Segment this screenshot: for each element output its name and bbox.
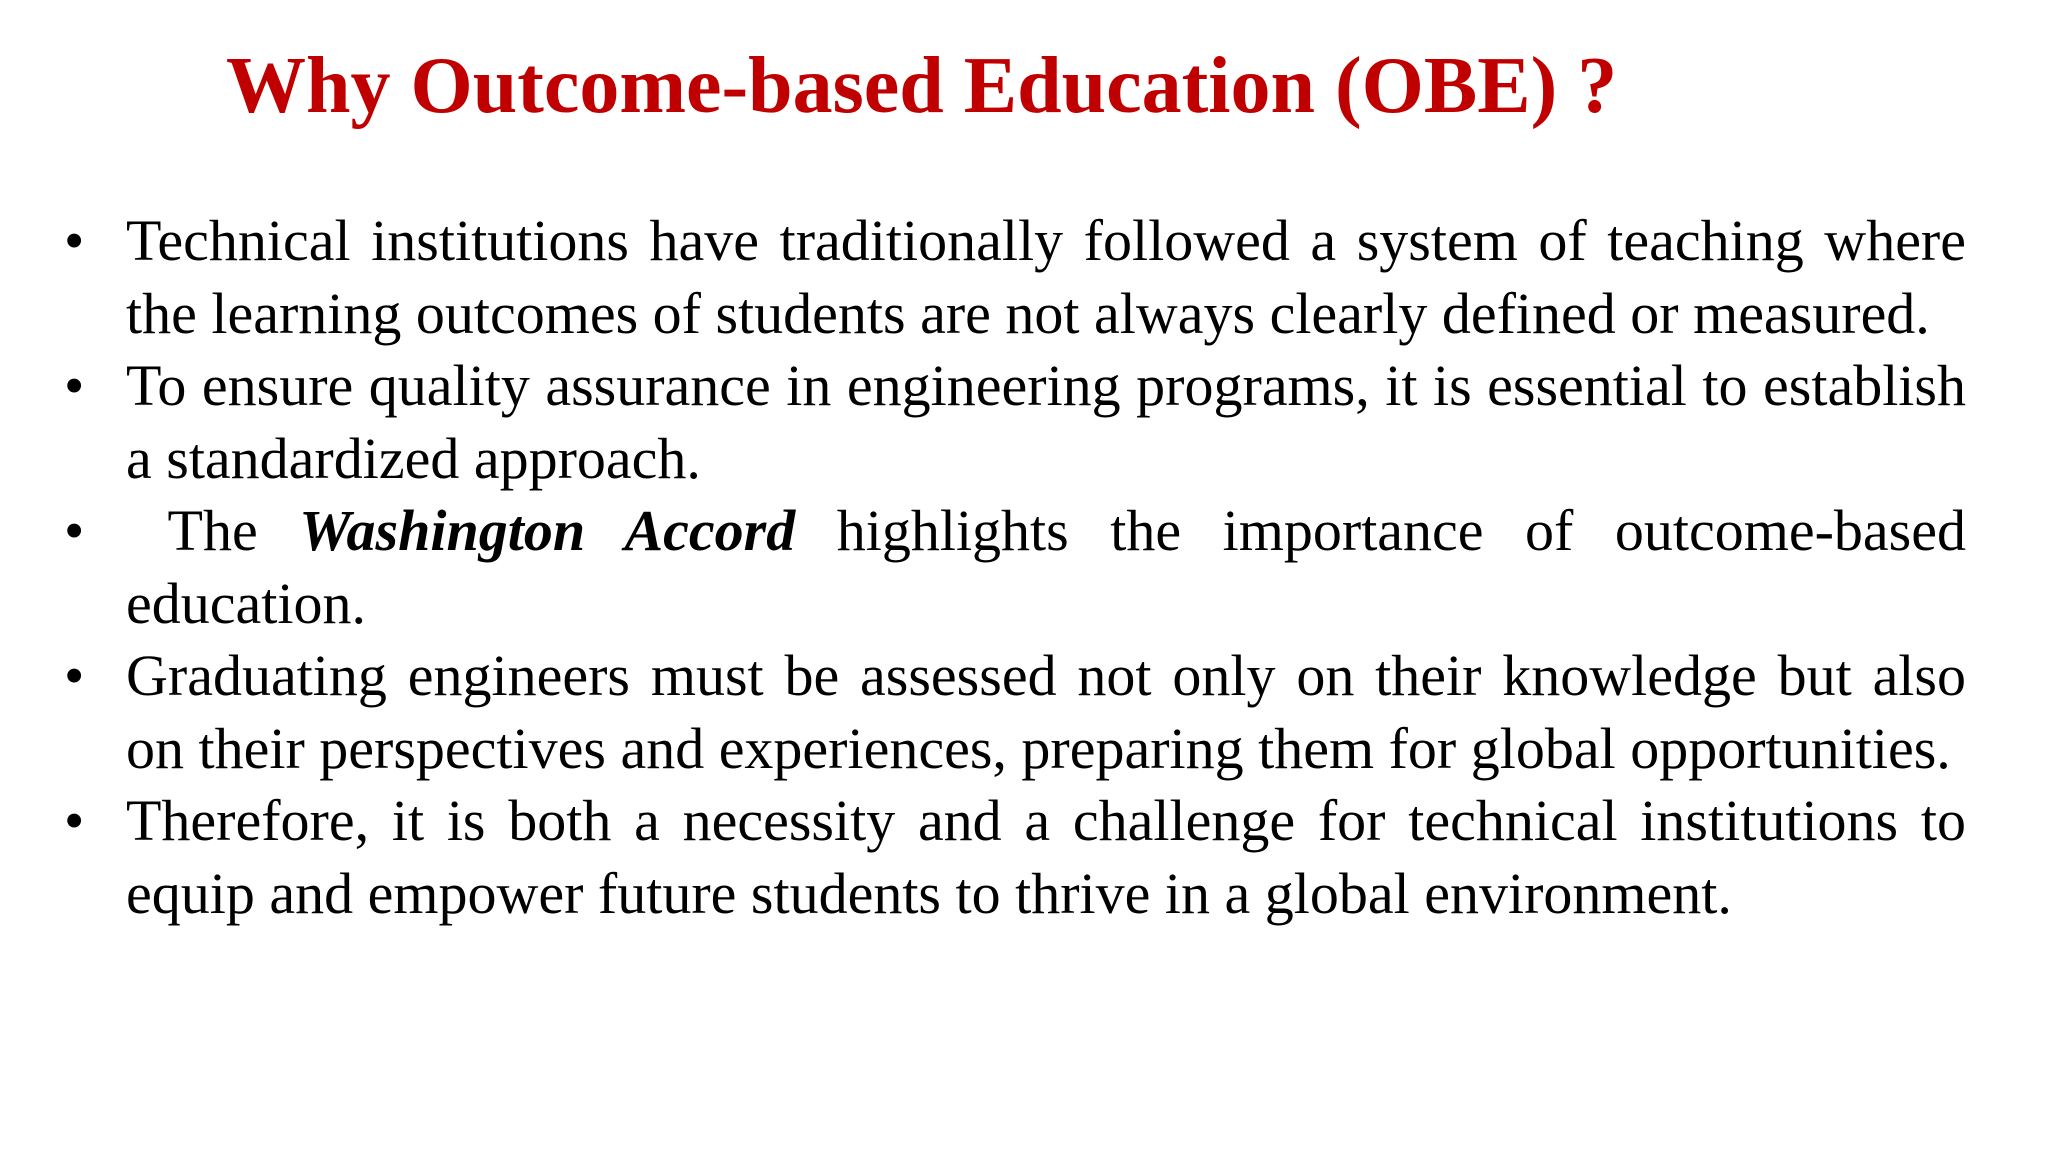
bullet-text: To ensure quality assurance in engineering programs, it is essential to establish a standardized approach. <box>126 353 1966 491</box>
bullet-text-prefix: The <box>126 498 300 563</box>
bullet-item <box>64 205 1966 350</box>
bullet-list <box>64 205 1966 930</box>
bullet-point-icon: • <box>64 788 85 853</box>
bullet-text: Therefore, it is both a necessity and a challenge for technical institutions to equip and empower future students to thrive in a global environment. <box>126 788 1966 926</box>
bullet-item <box>64 785 1966 930</box>
bullet-text-suffix: highlights the importance of outcome-based education. <box>126 498 1966 636</box>
bullet-item <box>64 640 1966 785</box>
bullet-text: Graduating engineers must be assessed not only on their knowledge but also on their perspectives and experiences, preparing them for global opportunities. <box>126 643 1966 781</box>
bullet-item <box>64 495 1966 640</box>
bullet-point-icon: • <box>64 353 85 418</box>
bullet-item <box>64 350 1966 495</box>
washington-accord-emphasis: Washington Accord <box>299 498 796 563</box>
bullet-point-icon: • <box>64 643 85 708</box>
bullet-point-icon: • <box>64 208 85 273</box>
bullet-point-icon: • <box>64 498 85 563</box>
bullet-text: Technical institutions have traditionally followed a system of teaching where the learning outcomes of students are not always clearly defined or measured. <box>126 208 1966 346</box>
slide-title: Why Outcome-based Education (OBE) ? <box>226 42 1618 130</box>
